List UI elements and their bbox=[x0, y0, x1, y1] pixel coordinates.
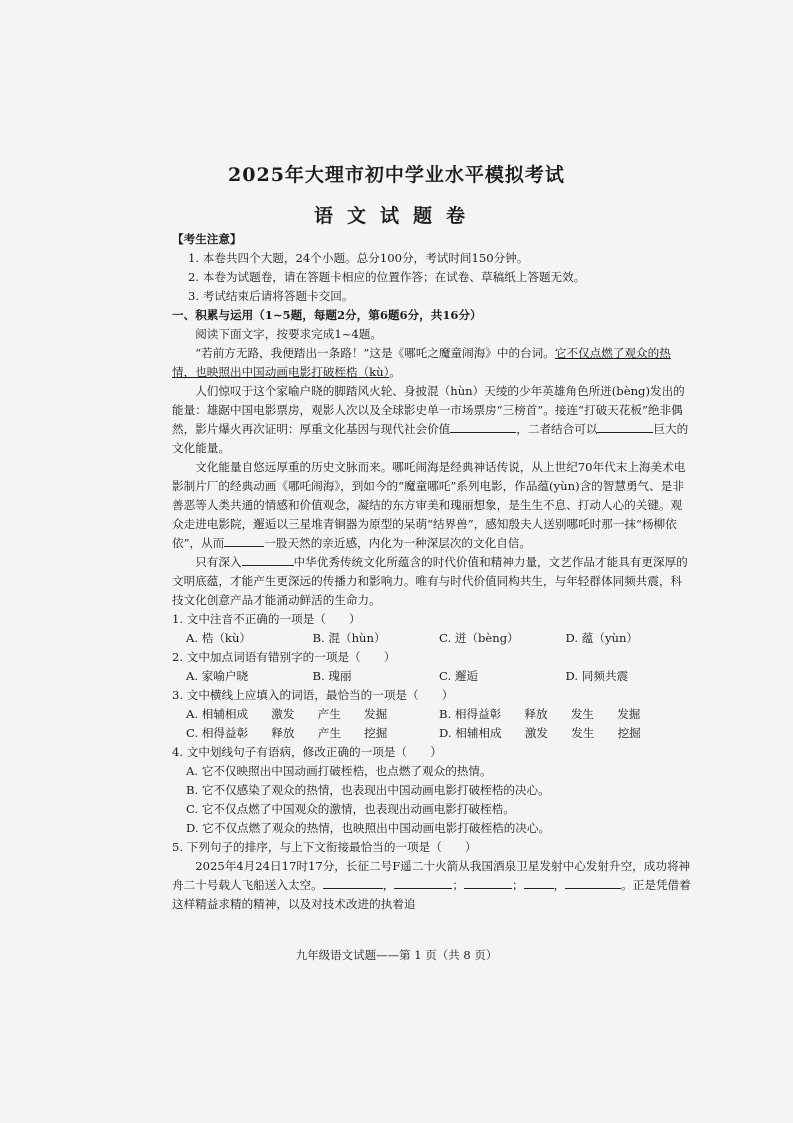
option-d: D. 蕴（yùn） bbox=[565, 631, 639, 645]
passage-text: 。 bbox=[389, 365, 401, 379]
option-a: A. 它不仅映照出中国动画打破桎梏，也点燃了观众的热情。 bbox=[186, 764, 492, 778]
reading-instruction: 阅读下面文字，按要求完成1~4题。 bbox=[195, 327, 382, 341]
option-c: C. 它不仅点燃了中国观众的激情，也表现出动画电影打破桎梏。 bbox=[186, 802, 515, 816]
exam-subtitle: 语文试题卷 bbox=[313, 205, 479, 227]
notice-item-2: 2. 本卷为试题卷，请在答题卡相应的位置作答；在试卷、草稿纸上答题无效。 bbox=[188, 270, 586, 284]
question-1-options bbox=[172, 629, 692, 648]
answer-blank bbox=[565, 876, 621, 889]
question-3-stem: 3. 文中横线上应填入的词语，最恰当的一项是（ ） bbox=[172, 688, 454, 702]
option-b: B. 混（hùn） bbox=[312, 631, 386, 645]
notice-heading: 【考生注意】 bbox=[172, 232, 242, 246]
notice-item-1: 1. 本卷共四个大题，24个小题。总分100分，考试时间150分钟。 bbox=[188, 251, 529, 265]
passage-text: 一股天然的亲近感，内化为一种深层次的文化自信。 bbox=[264, 536, 531, 550]
exam-title: 2025年大理市初中学业水平模拟考试 bbox=[228, 164, 565, 186]
question-2-options bbox=[172, 667, 692, 686]
passage-paragraph-1 bbox=[172, 344, 692, 382]
answer-blank bbox=[323, 876, 383, 889]
passage-text: “若前方无路，我便踏出一条路！”这是《哪吒之魔童闹海》中的台词。 bbox=[195, 346, 555, 360]
passage-paragraph-4 bbox=[172, 553, 692, 610]
question-3-options-row-1 bbox=[172, 705, 692, 724]
option-d: D. 它不仅点燃了观众的热情，也映照出中国动画电影打破桎梏的决心。 bbox=[186, 821, 551, 835]
passage-paragraph-2 bbox=[172, 382, 692, 458]
passage-text: 只有深入 bbox=[195, 555, 242, 569]
option-b: B. 相得益彰 释放 发生 发掘 bbox=[439, 707, 641, 721]
exam-content bbox=[172, 230, 692, 914]
passage-text: 。正是凭借着这样精益求精的精神，以及对技术改进的执着追 bbox=[172, 878, 691, 911]
question-2-stem: 2. 文中加点词语有错别字的一项是（ ） bbox=[172, 650, 396, 664]
passage-text: 中华优秀传统文化所蕴含的时代价值和精神力量，文艺作品才能具有更深厚的文明底蕴，才能产生更深远的传播力和影响力。唯有与时代价值同构共生，与年轻群体同频共震，科技文化创意产品才能涌动鲜活的生命力。 bbox=[172, 555, 688, 607]
answer-blank bbox=[224, 534, 264, 547]
passage-text: 2025年4月24日17时17分，长征二号F遥二十火箭从我国酒泉卫星发射中心发射升空，成功将神舟二十号载人飞船送入太空。 bbox=[172, 859, 691, 892]
question-1-stem: 1. 文中注音不正确的一项是（ ） bbox=[172, 612, 361, 626]
answer-blank bbox=[450, 420, 516, 433]
answer-blank bbox=[464, 876, 512, 889]
question-4-stem: 4. 文中划线句子有语病，修改正确的一项是（ ） bbox=[172, 745, 442, 759]
option-a: A. 家喻户晓 bbox=[186, 669, 249, 683]
passage-text: ，二者结合可以 bbox=[516, 422, 598, 436]
option-c: C. 邂逅 bbox=[439, 669, 479, 683]
option-c: C. 迸（bèng） bbox=[439, 631, 519, 645]
passage-text: 人们惊叹于这个家喻户晓的脚踏风火轮、身披混（hùn）天绫的少年英雄角色所迸(bèng)发出的能量：雄踞中国电影票房，观影人次以及全球影史单一市场票房“三榜首”。接连“打破天花板”绝非偶然，影片爆火再次证明：厚重文化基因与现代社会价值 bbox=[172, 384, 685, 436]
option-d: D. 同频共震 bbox=[565, 669, 629, 683]
option-b: B. 它不仅感染了观众的热情，也表现出中国动画电影打破桎梏的决心。 bbox=[186, 783, 550, 797]
section-heading: 一、积累与运用（1~5题，每题2分，第6题6分，共16分） bbox=[172, 308, 482, 322]
passage-text: 文化能量自悠远厚重的历史文脉而来。哪吒闹海是经典神话传说，从上世纪70年代末上海美术电影制片厂的经典动画《哪吒闹海》，到如今的“魔童哪吒”系列电影，作品蕴(yùn)含的智慧勇气、是非善恶等人类共通的情感和价值观念，凝结的东方审美和瑰丽想象，是生生不息、打动人心的关键。观众走进电影院，邂逅以三星堆青铜器为原型的呆萌“结界兽”，感知殷夫人送别哪吒时那一抹“杨柳依依”，从而 bbox=[172, 460, 686, 550]
question-3-options-row-2 bbox=[172, 724, 692, 743]
question-5-passage: 2025年4月24日17时17分，长征二号F遥二十火箭从我国酒泉卫星发射中心发射升空，成功将神舟二十号载人飞船送入太空。 ， ； ； ， 。正是凭借着这样精益求精的精神，以及对技术改进的执着追 bbox=[172, 859, 691, 911]
option-b: B. 瑰丽 bbox=[312, 669, 352, 683]
answer-blank bbox=[597, 420, 653, 433]
option-a: A. 相辅相成 激发 产生 发掘 bbox=[186, 707, 388, 721]
underlined-sentence: 它不仅点燃了观众的热情，也映照出中国动画电影打破桎梏（kù） bbox=[172, 346, 671, 379]
question-5-stem: 5. 下列句子的排序，与上下文衔接最恰当的一项是（ ） bbox=[172, 840, 477, 854]
option-d: D. 相辅相成 激发 发生 挖掘 bbox=[439, 726, 641, 740]
notice-item-3: 3. 考试结束后请将答题卡交回。 bbox=[188, 289, 354, 303]
option-c: C. 相得益彰 释放 产生 挖掘 bbox=[186, 726, 388, 740]
passage-paragraph-3 bbox=[172, 458, 692, 553]
passage-text: 巨大的文化能量。 bbox=[172, 422, 689, 455]
answer-blank bbox=[242, 553, 294, 566]
answer-blank bbox=[394, 876, 452, 889]
option-a: A. 梏（kù） bbox=[186, 631, 252, 645]
page-footer: 九年级语文试题——第 1 页（共 8 页） bbox=[295, 948, 498, 962]
answer-blank bbox=[524, 876, 554, 889]
